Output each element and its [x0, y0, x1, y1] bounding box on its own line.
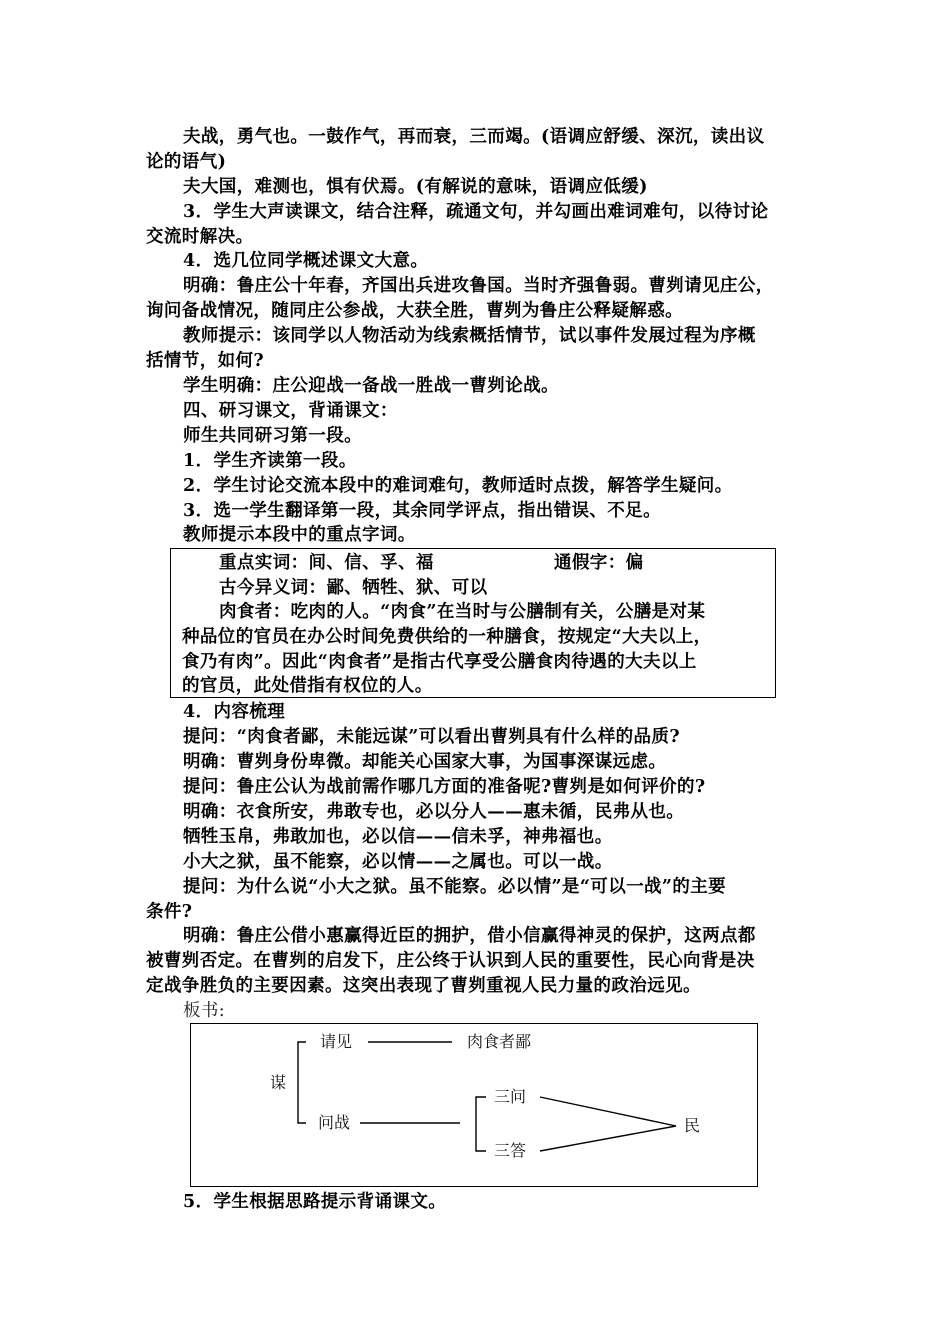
board-min: 民 [684, 1116, 701, 1135]
text-line: 夫战，勇气也。一鼓作气，再而衰，三而竭。(语调应舒缓、深沉，读出议 [183, 127, 765, 147]
roushi-line: 种品位的官员在办公时间免费供给的一种膳食，按规定“大夫以上， [182, 627, 712, 647]
text-line: 条件? [146, 902, 193, 922]
text-line: 4．选几位同学概述课文大意。 [183, 251, 429, 271]
text-line: 交流时解决。 [146, 227, 254, 247]
roushi-line: 的官员，此处借指有权位的人。 [182, 676, 433, 696]
board-label: 板书: [183, 1001, 226, 1021]
board-roushizhe: 肉食者鄙 [467, 1032, 532, 1051]
text-line: 明确：曹刿身份卑微。却能关心国家大事，为国事深谋远虑。 [183, 752, 667, 772]
text-line: 4．内容梳理 [183, 702, 286, 722]
text-line: 3．选一学生翻译第一段，其余同学评点，指出错误、不足。 [183, 501, 661, 521]
text-line: 明确：鲁庄公借小惠赢得近臣的拥护，借小信赢得神灵的保护，这两点都 [183, 926, 756, 946]
key-words-line: 重点实词：间、信、孚、福 [219, 553, 434, 573]
text-line: 牺牲玉帛，弗敢加也，必以信——信未孚，神弗福也。 [183, 827, 613, 847]
board-sanda: 三答 [494, 1141, 527, 1160]
board-sanwen: 三问 [494, 1087, 527, 1106]
text-line: 提问：鲁庄公认为战前需作哪几方面的准备呢?曹刿是如何评价的? [183, 777, 706, 797]
text-line: 询问备战情况，随同庄公参战，大获全胜，曹刿为鲁庄公释疑解惑。 [146, 301, 683, 321]
text-line: 3．学生大声读课文，结合注释，疏通文句，并勾画出难词难句，以待讨论 [183, 202, 769, 222]
text-line: 教师提示：该同学以人物活动为线索概括情节，试以事件发展过程为序概 [183, 326, 756, 346]
text-line: 师生共同研习第一段。 [183, 426, 362, 446]
board-mou: 谋 [270, 1073, 287, 1092]
text-line: 被曹刿否定。在曹刿的启发下，庄公终于认识到人民的重要性，民心向背是决 [146, 951, 755, 971]
text-line: 明确：衣食所安，弗敢专也，必以分人——惠未循，民弗从也。 [183, 802, 685, 822]
roushi-line: 肉食者：吃肉的人。“肉食”在当时与公膳制有关，公膳是对某 [219, 602, 706, 622]
text-line: 2．学生讨论交流本段中的难词难句，教师适时点拨，解答学生疑问。 [183, 476, 733, 496]
section-heading: 四、研习课文，背诵课文： [183, 401, 398, 421]
text-line: 括情节，如何? [146, 351, 265, 371]
text-line: 夫大国，难测也，惧有伏焉。(有解说的意味，语调应低缓) [183, 177, 648, 197]
board-wenzhan: 问战 [318, 1113, 351, 1132]
text-line: 定战争胜负的主要因素。这突出表现了曹刿重视人民力量的政治远见。 [146, 976, 701, 996]
guyin-line: 古今异义词：鄙、牺牲、狱、可以 [219, 578, 488, 598]
text-line: 教师提示本段中的重点字词。 [183, 525, 416, 545]
text-line: 学生明确：庄公迎战一备战一胜战一曹刿论战。 [183, 376, 559, 396]
roushi-line: 食乃有肉”。因此“肉食者”是指古代享受公膳食肉待遇的大夫以上 [182, 652, 697, 672]
tongjia-line: 通假字：偏 [554, 553, 644, 573]
text-line: 1．学生齐读第一段。 [183, 451, 357, 471]
board-qingjian: 请见 [320, 1032, 353, 1051]
text-line: 5．学生根据思路提示背诵课文。 [183, 1192, 447, 1212]
text-line: 论的语气) [146, 152, 227, 172]
text-line: 小大之狱，虽不能察，必以情——之属也。可以一战。 [183, 852, 613, 872]
text-line: 提问：“肉食者鄙，未能远谋”可以看出曹刿具有什么样的品质? [183, 727, 680, 747]
text-line: 提问：为什么说“小大之狱。虽不能察。必以情”是“可以一战”的主要 [183, 877, 727, 897]
text-line: 明确：鲁庄公十年春，齐国出兵进攻鲁国。当时齐强鲁弱。曹刿请见庄公， [183, 276, 774, 296]
